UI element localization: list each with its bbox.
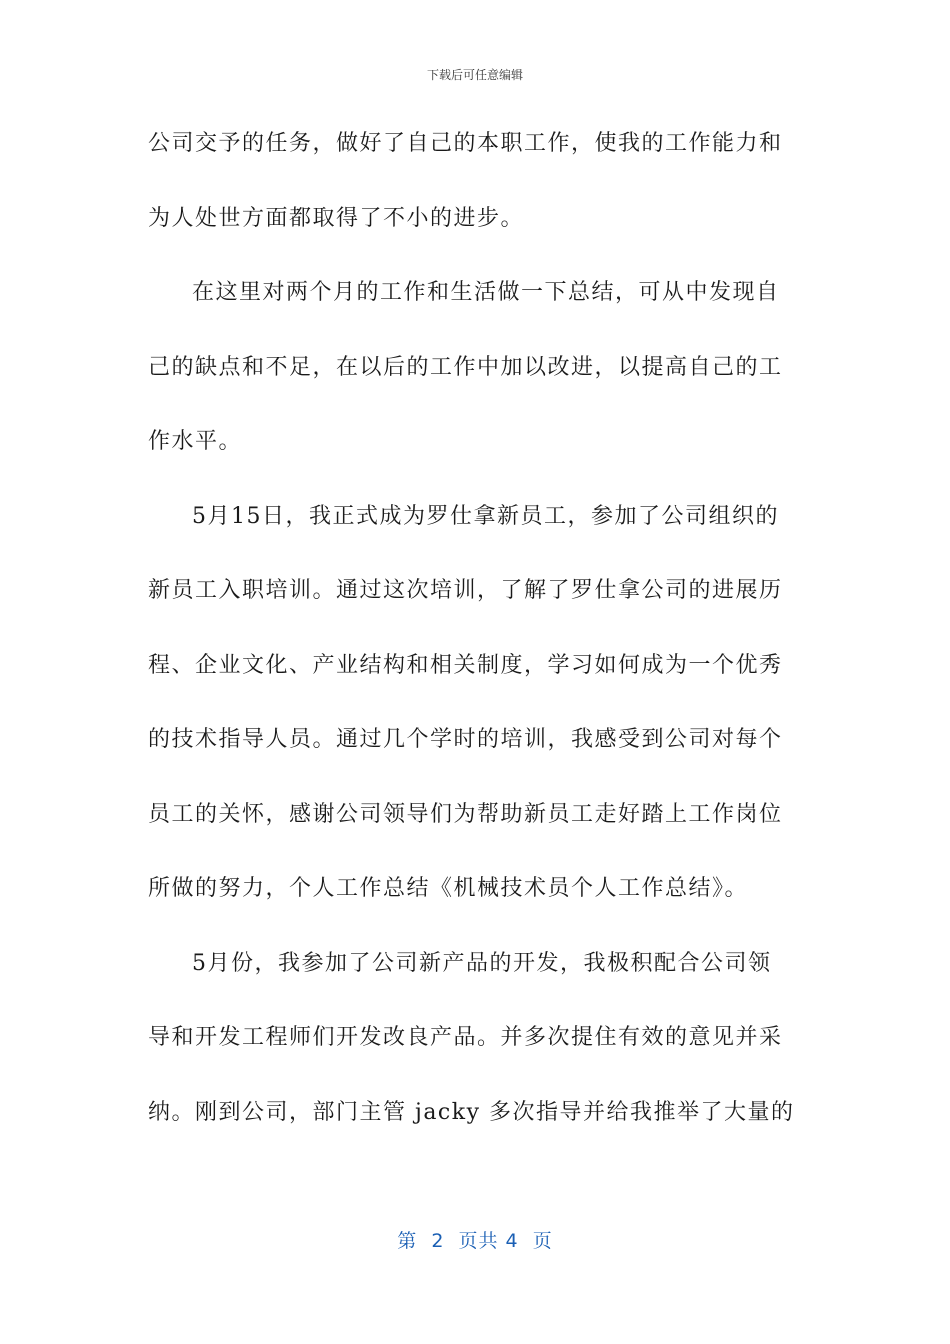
header-note: 下载后可任意编辑 xyxy=(426,68,523,82)
paragraph-start-line: 5月份，我参加了公司新产品的开发，我极积配合公司领 xyxy=(192,950,772,976)
text-line: 导和开发工程师们开发改良产品。并多次提住有效的意见并采 xyxy=(148,1025,783,1050)
text-line: 新员工入职培训。通过这次培训，了解了罗仕拿公司的进展历 xyxy=(148,578,783,603)
page-number: 第 2 页共 4 页 xyxy=(397,1230,553,1252)
text-line: 纳。刚到公司，部门主管 jacky 多次指导并给我推举了大量的 xyxy=(148,1099,795,1125)
paragraph-start-line: 5月15日，我正式成为罗仕拿新员工，参加了公司组织的 xyxy=(192,503,779,529)
text-line: 的技术指导人员。通过几个学时的培训，我感受到公司对每个 xyxy=(148,727,783,752)
text-line: 作水平。 xyxy=(148,429,243,454)
text-line: 员工的关怀，感谢公司领导们为帮助新员工走好踏上工作岗位 xyxy=(148,801,783,827)
text-line: 公司交予的任务，做好了自己的本职工作，使我的工作能力和 xyxy=(148,131,783,156)
text-line: 为人处世方面都取得了不小的进步。 xyxy=(148,205,525,231)
paragraph-start-line: 在这里对两个月的工作和生活做一下总结，可从中发现自 xyxy=(192,280,780,305)
text-line: 己的缺点和不足，在以后的工作中加以改进，以提高自己的工 xyxy=(148,354,783,380)
text-line: 所做的努力，个人工作总结《机械技术员个人工作总结》。 xyxy=(148,876,749,901)
document-body xyxy=(148,121,798,1164)
text-line: 程、企业文化、产业结构和相关制度，学习如何成为一个优秀 xyxy=(148,652,783,678)
